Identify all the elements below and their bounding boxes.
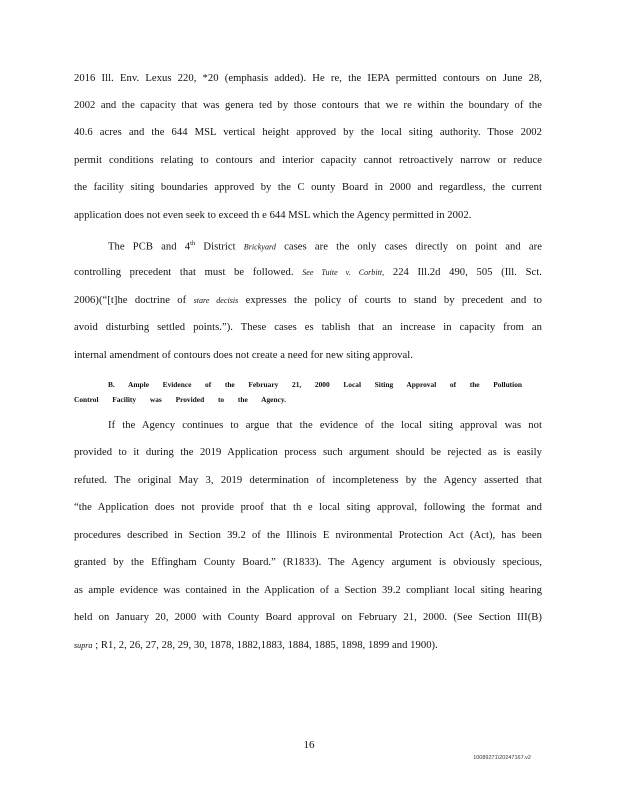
- text-run: ; R1, 2, 26, 27, 28, 29, 30, 1878, 1882,1883, 1884, 1885, 1898, 1899 and 1900).: [95, 640, 438, 651]
- document-id: 10089271\20247167.v2: [473, 755, 531, 761]
- text-run: 2006)(“[t]he doctrine of: [74, 295, 187, 306]
- latin-phrase: supra: [74, 641, 93, 650]
- text-run: expresses the policy of courts to stand by precedent and to: [245, 295, 542, 306]
- heading-line: B. Ample Evidence of the February 21, 2000 Local Siting Approval of the Pollution: [108, 380, 522, 389]
- latin-phrase: stare decisis: [193, 296, 239, 305]
- text-line: application does not even seek to exceed th e 644 MSL which the Agency permitted in 2002.: [74, 210, 472, 221]
- text-line: If the Agency continues to argue that the evidence of the local siting approval was not: [108, 420, 542, 431]
- text-line: provided to it during the 2019 Application process such argument should be rejected as is easily: [74, 447, 542, 458]
- case-citation: See Tuite v. Corbitt,: [302, 268, 385, 277]
- text-run: District: [195, 241, 236, 253]
- case-name: Brickyard: [243, 242, 276, 252]
- text-line: refuted. The original May 3, 2019 determination of incompleteness by the Agency asserted that: [74, 475, 542, 486]
- text-line: [108, 240, 542, 253]
- text-line: 2002 and the capacity that was genera ted by those contours that we re within the boundary of the: [74, 100, 542, 111]
- text-line: internal amendment of contours does not create a need for new siting approval.: [74, 350, 413, 361]
- text-line: [74, 267, 542, 278]
- heading-line: Control Facility was Provided to the Agency.: [74, 395, 286, 404]
- text-run: controlling precedent that must be followed.: [74, 267, 294, 278]
- text-line: as ample evidence was contained in the Application of a Section 39.2 compliant local siting hearing: [74, 585, 542, 596]
- page-number: 16: [303, 739, 315, 751]
- text-line: 40.6 acres and the 644 MSL vertical height approved by the local siting authority. Those 2002: [74, 127, 542, 138]
- text-line: “the Application does not provide proof that th e local siting approval, following the format and: [74, 502, 542, 513]
- text-line: 2016 Ill. Env. Lexus 220, *20 (emphasis added). He re, the IEPA permitted contours on June 28,: [74, 73, 542, 84]
- text-line: procedures described in Section 39.2 of the Illinois E nvironmental Protection Act (Act), has been: [74, 530, 542, 541]
- text-run: cases are the only cases directly on point and are: [284, 241, 543, 253]
- superscript: th: [190, 240, 196, 247]
- text-line: [74, 640, 542, 651]
- text-line: the facility siting boundaries approved by the C ounty Board in 2000 and regardless, the current: [74, 182, 542, 193]
- text-line: held on January 20, 2000 with County Board approval on February 21, 2000. (See Section III(B): [74, 612, 542, 623]
- text-line: avoid disturbing settled points.”). These cases es tablish that an increase in capacity from an: [74, 322, 542, 333]
- text-run: The PCB and 4: [108, 241, 191, 253]
- text-line: [74, 295, 542, 306]
- text-line: permit conditions relating to contours and interior capacity cannot retroactively narrow or reduce: [74, 155, 542, 166]
- text-line: granted by the Effingham County Board.” (R1833). The Agency argument is obviously specious,: [74, 557, 542, 568]
- text-run: 224 Ill.2d 490, 505 (Ill. Sct.: [392, 267, 543, 278]
